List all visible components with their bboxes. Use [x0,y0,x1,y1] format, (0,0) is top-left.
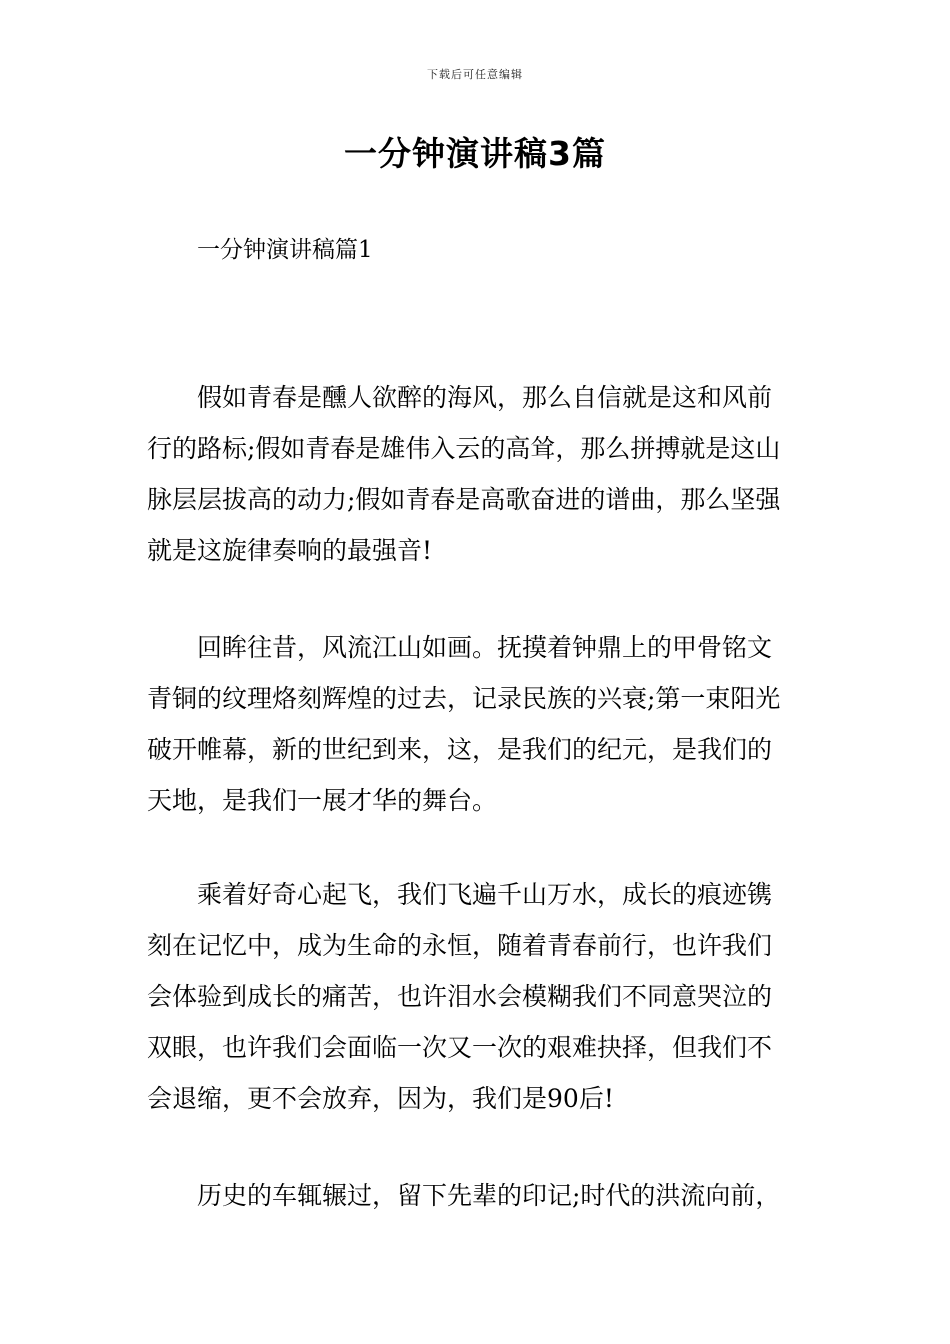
paragraph-3 [147,869,827,1124]
header-note: 下载后可任意编辑 [427,68,523,81]
section-heading: 一分钟演讲稿篇1 [197,237,373,263]
paragraph-line: 刻在记忆中，成为生命的永恒，随着青春前行，也许我们 [147,931,773,960]
paragraph-line: 双眼，也许我们会面临一次又一次的艰难抉择，但我们不 [147,1033,773,1062]
paragraph-line: 会退缩，更不会放弃，因为，我们是90后! [147,1084,614,1113]
paragraph-4 [147,1170,827,1221]
paragraph-line: 会体验到成长的痛苦，也许泪水会模糊我们不同意哭泣的 [147,982,773,1011]
paragraph-line: 就是这旋律奏响的最强音! [147,536,433,565]
paragraph-line: 青铜的纹理烙刻辉煌的过去，记录民族的兴衰;第一束阳光 [147,684,781,713]
paragraph-line: 行的路标;假如青春是雄伟入云的高耸，那么拼搏就是这山 [147,434,781,463]
paragraph-line: 破开帷幕，新的世纪到来，这，是我们的纪元，是我们的 [147,735,773,764]
paragraph-line: 乘着好奇心起飞，我们飞遍千山万水，成长的痕迹镌 [197,880,773,909]
paragraph-2 [147,622,827,826]
paragraph-line: 历史的车辄辗过，留下先辈的印记;时代的洪流向前， [197,1181,781,1210]
paragraph-line: 脉层层拔高的动力;假如青春是高歌奋进的谱曲，那么坚强 [147,485,781,514]
paragraph-line: 回眸往昔，风流江山如画。抚摸着钟鼎上的甲骨铭文 [197,633,773,662]
paragraph-line: 天地，是我们一展才华的舞台。 [147,786,498,815]
paragraph-1 [147,372,827,576]
paragraph-line: 假如青春是醺人欲醉的海风，那么自信就是这和风前 [197,383,773,412]
document-title: 一分钟演讲稿3篇 [344,134,606,173]
